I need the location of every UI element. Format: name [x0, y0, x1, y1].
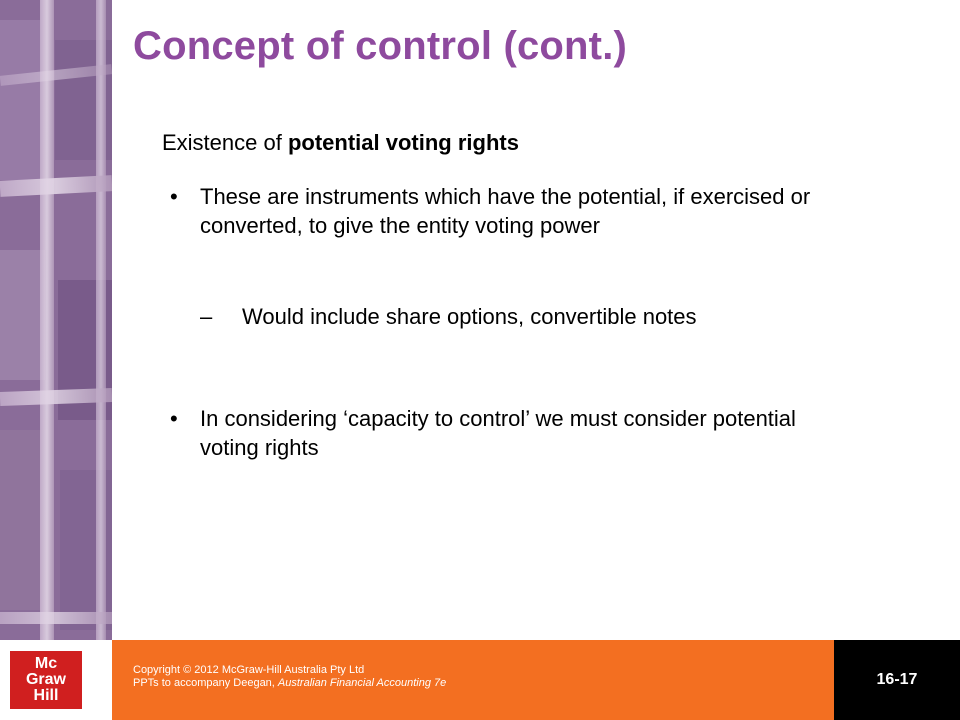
- side-decorative-image: [0, 0, 112, 640]
- bullet-marker: •: [170, 184, 178, 209]
- logo-line: Hill: [33, 687, 59, 704]
- logo-line: Mc: [34, 655, 58, 672]
- footer-copyright: [133, 664, 446, 690]
- bullet-item: [162, 404, 882, 464]
- sub-bullet-text: Would include share options, convertible notes: [242, 304, 697, 329]
- slide-title: Concept of control (cont.): [133, 24, 628, 68]
- bullet-text: These are instruments which have the potential, if exercised or converted, to give the entity voting power: [200, 184, 811, 238]
- ppts-book-title: Australian Financial Accounting 7e: [277, 677, 447, 689]
- ppts-text: [133, 677, 446, 690]
- sub-bullet-marker: –: [200, 304, 213, 329]
- bullet-item: [162, 182, 882, 272]
- grid-photo-graphic: [0, 0, 112, 640]
- ppts-prefix: PPTs to accompany Deegan,: [133, 677, 278, 689]
- bullet-marker: •: [170, 406, 178, 431]
- lead-bold: potential voting rights: [287, 130, 519, 155]
- lead-line: [162, 130, 519, 156]
- bullet-text: In considering ‘capacity to control’ we must consider potential voting rights: [200, 406, 796, 460]
- logo-line: Graw: [25, 671, 66, 688]
- mcgraw-hill-logo: [10, 651, 82, 709]
- copyright-text: Copyright © 2012 McGraw-Hill Australia Pty Ltd: [133, 664, 365, 676]
- lead-prefix: Existence of: [162, 130, 288, 155]
- slide-number: 16-17: [876, 671, 918, 688]
